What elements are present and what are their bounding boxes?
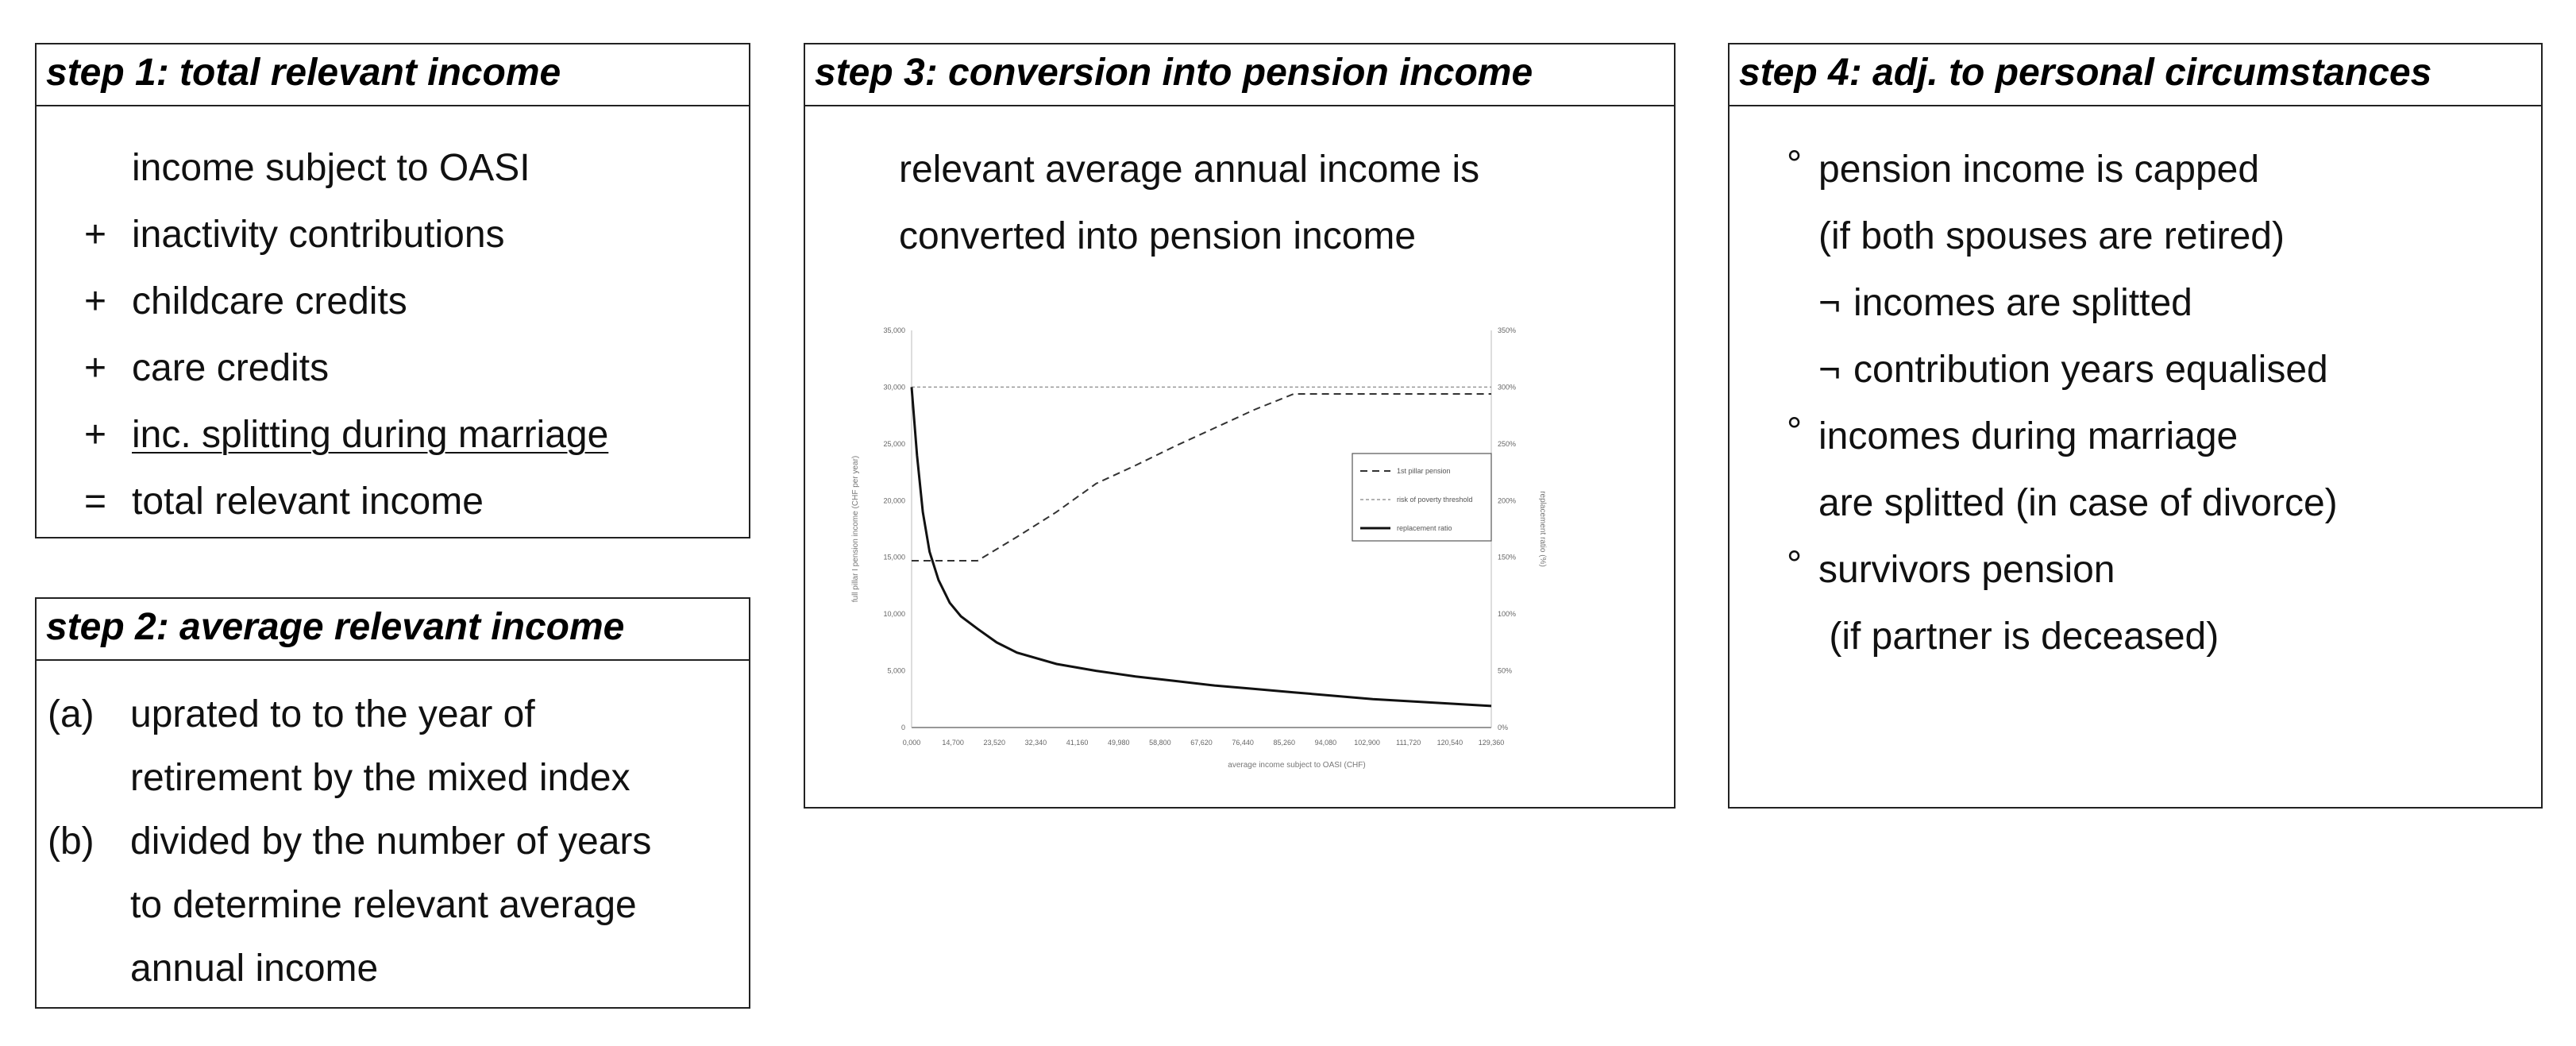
step3-line2: converted into pension income [899, 215, 1417, 257]
x-tick-label: 76,440 [1232, 739, 1254, 747]
step2-b-line2: to determine relevant average [130, 884, 637, 926]
step4-line-6: survivors pension [1818, 549, 2115, 591]
x-tick-label: 129,360 [1478, 739, 1505, 747]
y2-tick-label: 200% [1498, 496, 1517, 505]
y-tick-label: 5,000 [887, 666, 905, 675]
x-tick-label: 49,980 [1107, 739, 1130, 747]
step3-box [804, 43, 1676, 809]
x-tick-label: 120,540 [1436, 739, 1463, 747]
step4-line-1: (if both spouses are retired) [1818, 215, 2285, 257]
step2-marker-a: (a) [48, 693, 94, 735]
step3-line1: relevant average annual income is [899, 149, 1480, 191]
y2-tick-label: 0% [1498, 724, 1509, 731]
y2-tick-label: 250% [1498, 439, 1517, 448]
step1-plus-4: + [84, 414, 107, 456]
y2-tick-label: 100% [1498, 610, 1517, 619]
step1-title: step 1: total relevant income [46, 52, 561, 94]
step4-title-divider [1730, 105, 2541, 106]
step3-title-divider [805, 105, 1674, 106]
step4-box [1728, 43, 2543, 809]
x-tick-label: 0,000 [902, 739, 921, 747]
step1-line-1: inactivity contributions [132, 214, 505, 256]
y2-tick-label: 300% [1498, 383, 1517, 392]
y-tick-label: 25,000 [883, 439, 905, 448]
step4-neg-2: ¬ [1818, 282, 1841, 324]
step2-title: step 2: average relevant income [46, 606, 625, 648]
step1-line-3: care credits [132, 347, 330, 389]
y2-tick-label: 50% [1498, 666, 1513, 675]
legend-label-2: replacement ratio [1397, 524, 1452, 532]
y2-tick-label: 350% [1498, 326, 1517, 334]
x-tick-label: 14,700 [942, 739, 964, 747]
x-tick-label: 67,620 [1190, 739, 1213, 747]
x-tick-label: 94,080 [1314, 739, 1337, 747]
step2-a-line2: retirement by the mixed index [130, 757, 631, 799]
step4-bullet-6: ° [1787, 544, 1803, 586]
step2-b-line1: divided by the number of years [130, 820, 652, 863]
series-line-2 [912, 387, 1491, 706]
y-tick-label: 20,000 [883, 496, 905, 505]
step1-plus-3: + [84, 347, 107, 389]
x-tick-label: 23,520 [983, 739, 1006, 747]
step4-bullet-0: ° [1787, 144, 1803, 186]
y-tick-label: 30,000 [883, 383, 905, 392]
legend-label-1: risk of poverty threshold [1397, 496, 1473, 504]
step1-line-5: total relevant income [132, 481, 484, 523]
step1-plus-2: + [84, 280, 107, 322]
y-tick-label: 15,000 [883, 553, 905, 562]
step1-box [35, 43, 750, 538]
y2-tick-label: 150% [1498, 553, 1517, 562]
x-tick-label: 32,340 [1024, 739, 1047, 747]
step1-plus-1: + [84, 214, 107, 256]
step2-marker-b: (b) [48, 820, 94, 863]
step4-bullet-4: ° [1787, 411, 1803, 453]
x-tick-label: 58,800 [1149, 739, 1171, 747]
step2-b-line3: annual income [130, 948, 379, 990]
step4-line-0: pension income is capped [1818, 149, 2260, 191]
step1-line-4: inc. splitting during marriage [132, 414, 609, 456]
step4-line-4: incomes during marriage [1818, 415, 2239, 457]
x-tick-label: 41,160 [1066, 739, 1089, 747]
x-tick-label: 85,260 [1273, 739, 1296, 747]
step2-title-divider [37, 659, 749, 661]
x-tick-label: 102,900 [1354, 739, 1380, 747]
y-tick-label: 35,000 [883, 326, 905, 334]
y2-axis-label: replacement ratio (%) [1538, 491, 1547, 567]
step1-title-divider [37, 105, 749, 106]
pension-chart [840, 307, 1634, 775]
x-tick-label: 111,720 [1396, 739, 1421, 747]
step4-line-2: incomes are splitted [1853, 282, 2192, 324]
y-tick-label: 10,000 [883, 610, 905, 619]
x-axis-label: average income subject to OASI (CHF) [1228, 761, 1366, 770]
step2-a-line1: uprated to to the year of [130, 693, 535, 735]
step1-line-0: income subject to OASI [132, 147, 530, 189]
step4-line-3: contribution years equalised [1853, 349, 2328, 391]
step2-box [35, 597, 750, 1009]
legend-label-0: 1st pillar pension [1397, 467, 1451, 475]
y-tick-label: 0 [900, 724, 905, 731]
step3-title: step 3: conversion into pension income [815, 52, 1533, 94]
step4-line-7: (if partner is deceased) [1818, 616, 2219, 658]
step4-line-5: are splitted (in case of divorce) [1818, 482, 2338, 524]
y-axis-label: full pillar I pension income (CHF per year) [851, 455, 860, 603]
step4-neg-3: ¬ [1818, 349, 1841, 391]
step1-equals: = [84, 481, 107, 523]
step4-title: step 4: adj. to personal circumstances [1739, 52, 2432, 94]
step1-line-2: childcare credits [132, 280, 407, 322]
